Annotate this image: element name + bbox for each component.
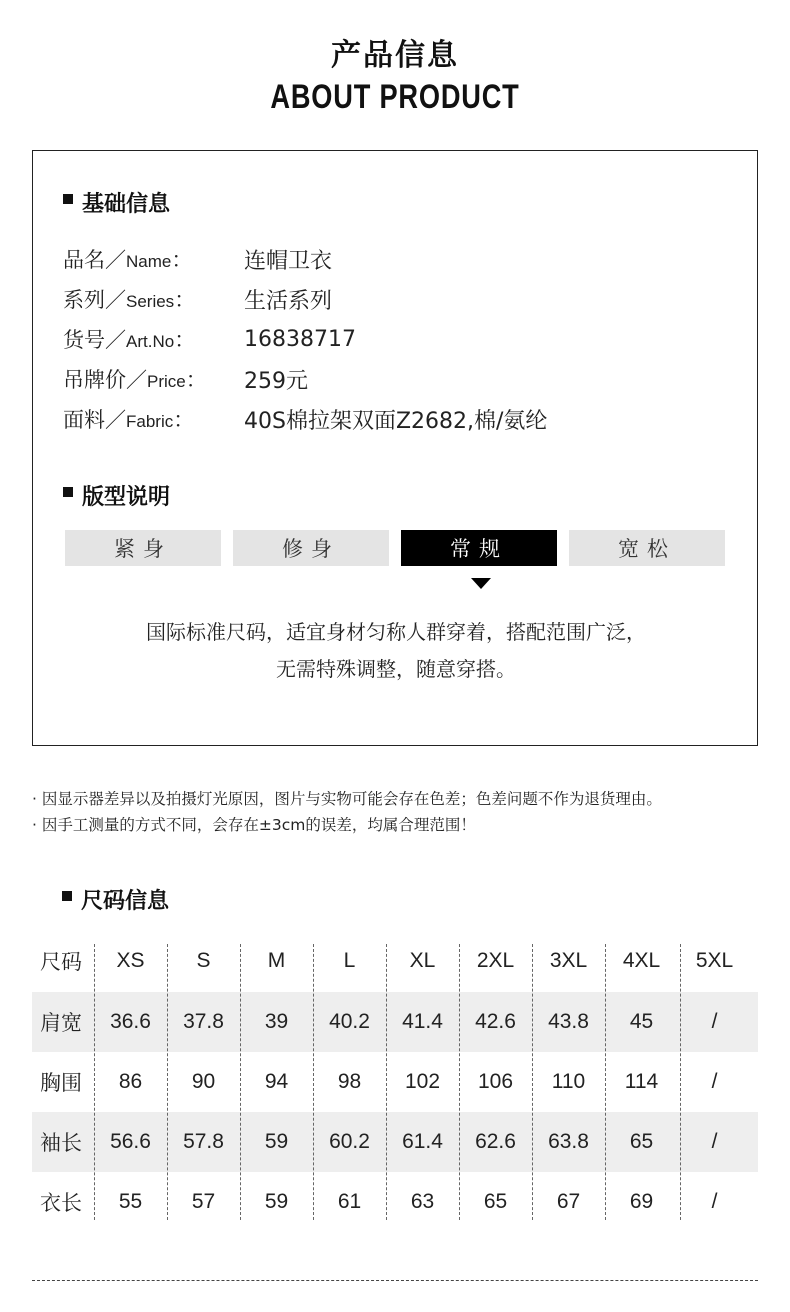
fit-heading — [63, 480, 170, 511]
table-cell: 60.2 — [329, 1130, 370, 1153]
table-cell: 45 — [629, 1010, 654, 1033]
note-color-difference: · 因显示器差异以及拍摄灯光原因，图片与实物可能会存在色差；色差问题不作为退货理由。 — [32, 790, 662, 808]
info-value: 连帽卫衣 — [244, 248, 333, 274]
table-cell: 90 — [191, 1070, 216, 1093]
table-header-cell: L — [343, 949, 356, 972]
bottom-divider — [32, 1280, 758, 1281]
table-cell: 98 — [337, 1070, 362, 1093]
info-row-fabric — [63, 404, 547, 434]
table-header-cell: 尺码 — [40, 950, 82, 974]
info-label — [63, 244, 244, 274]
info-label — [63, 404, 244, 434]
table-cell: 102 — [404, 1070, 441, 1093]
label-en: Art.No — [126, 332, 175, 351]
info-value: 16838717 — [244, 326, 356, 352]
table-cell: 106 — [477, 1070, 514, 1093]
table-cell: 63 — [410, 1190, 435, 1213]
table-cell: / — [711, 1070, 718, 1093]
table-header-cell: S — [196, 949, 211, 972]
info-row-series — [63, 284, 332, 314]
table-row-chest — [32, 1052, 758, 1112]
table-cell: 114 — [624, 1070, 659, 1093]
basic-info-title: 基础信息 — [82, 192, 171, 217]
table-cell: 59 — [264, 1190, 289, 1213]
info-value: 生活系列 — [244, 288, 333, 314]
label-en: Series — [126, 292, 175, 311]
product-info-box — [32, 150, 758, 746]
table-cell: 61.4 — [402, 1130, 443, 1153]
info-label — [63, 284, 244, 314]
table-cell: 55 — [118, 1190, 143, 1213]
table-row-sleeve — [32, 1112, 758, 1172]
table-header-cell: XL — [409, 949, 436, 972]
info-label — [63, 324, 244, 354]
table-cell: 65 — [483, 1190, 508, 1213]
table-cell: 胸围 — [40, 1071, 82, 1095]
label-en: Price — [147, 372, 186, 391]
table-cell: 62.6 — [475, 1130, 516, 1153]
table-cell: 94 — [264, 1070, 289, 1093]
table-header-cell: 4XL — [622, 949, 661, 972]
square-bullet-icon — [63, 194, 73, 204]
label-cn: 吊牌价／ — [63, 368, 147, 392]
table-cell: 59 — [264, 1130, 289, 1153]
label-colon: ： — [174, 288, 196, 312]
table-cell: 61 — [337, 1190, 362, 1213]
fit-title: 版型说明 — [82, 485, 171, 510]
info-value: 259元 — [244, 368, 308, 394]
selected-indicator-icon — [471, 578, 491, 589]
table-cell: / — [711, 1130, 718, 1153]
column-divider — [386, 944, 387, 1220]
table-cell: 衣长 — [40, 1191, 82, 1215]
table-header-cell: 2XL — [476, 949, 515, 972]
column-divider — [532, 944, 533, 1220]
table-cell: 43.8 — [548, 1010, 589, 1033]
size-title: 尺码信息 — [81, 889, 170, 914]
table-cell: 86 — [118, 1070, 143, 1093]
basic-info-heading — [63, 187, 170, 218]
table-header-cell: 5XL — [695, 949, 734, 972]
fit-option-regular[interactable]: 常规 — [401, 530, 557, 566]
info-row-name — [63, 244, 332, 274]
label-cn: 系列／ — [63, 288, 126, 312]
label-colon: ： — [185, 368, 207, 392]
table-cell: 39 — [264, 1010, 289, 1033]
table-cell: 41.4 — [402, 1010, 443, 1033]
table-cell: 69 — [629, 1190, 654, 1213]
table-cell: 37.8 — [183, 1010, 224, 1033]
page-title-en: ABOUT PRODUCT — [270, 78, 520, 116]
table-cell: 57.8 — [183, 1130, 224, 1153]
table-cell: 36.6 — [110, 1010, 151, 1033]
table-cell: 67 — [556, 1190, 581, 1213]
label-colon: ： — [171, 248, 193, 272]
table-header-cell: M — [267, 949, 286, 972]
page-title-cn: 产品信息 — [331, 38, 459, 73]
table-header-cell: XS — [116, 949, 145, 972]
column-divider — [313, 944, 314, 1220]
table-cell: 110 — [551, 1070, 586, 1093]
column-divider — [680, 944, 681, 1220]
column-divider — [240, 944, 241, 1220]
label-en: Fabric — [126, 412, 174, 431]
table-cell: 肩宽 — [40, 1011, 82, 1035]
table-cell: 63.8 — [548, 1130, 589, 1153]
fit-option-loose[interactable]: 宽松 — [569, 530, 725, 566]
table-cell: 袖长 — [40, 1131, 82, 1155]
label-cn: 品名／ — [63, 248, 126, 272]
column-divider — [167, 944, 168, 1220]
square-bullet-icon — [62, 891, 72, 901]
table-cell: 40.2 — [329, 1010, 370, 1033]
table-cell: 42.6 — [475, 1010, 516, 1033]
note-measurement-error: · 因手工测量的方式不同，会存在±3cm的误差，均属合理范围！ — [32, 816, 476, 834]
column-divider — [605, 944, 606, 1220]
table-cell: / — [711, 1010, 718, 1033]
square-bullet-icon — [63, 487, 73, 497]
table-row-length — [32, 1172, 758, 1232]
fit-description-line2: 无需特殊调整，随意穿搭。 — [276, 657, 516, 681]
table-cell: 65 — [629, 1130, 654, 1153]
label-colon: ： — [173, 408, 195, 432]
label-cn: 货号／ — [63, 328, 126, 352]
info-row-artno — [63, 324, 356, 354]
table-cell: 57 — [191, 1190, 216, 1213]
label-colon: ： — [174, 328, 196, 352]
fit-description-line1: 国际标准尺码，适宜身材匀称人群穿着，搭配范围广泛， — [146, 620, 646, 644]
info-row-price — [63, 364, 308, 394]
table-header-cell: 3XL — [549, 949, 588, 972]
column-divider — [459, 944, 460, 1220]
label-cn: 面料／ — [63, 408, 126, 432]
size-header-row — [32, 931, 758, 991]
fit-option-tight[interactable]: 紧身 — [65, 530, 221, 566]
fit-option-slim[interactable]: 修身 — [233, 530, 389, 566]
table-cell: / — [711, 1190, 718, 1213]
label-en: Name — [126, 252, 172, 271]
table-row-shoulder — [32, 992, 758, 1052]
table-cell: 56.6 — [110, 1130, 151, 1153]
size-heading — [62, 884, 169, 915]
info-label — [63, 364, 244, 394]
column-divider — [94, 944, 95, 1220]
info-value: 40S棉拉架双面Z2682,棉/氨纶 — [244, 408, 548, 434]
